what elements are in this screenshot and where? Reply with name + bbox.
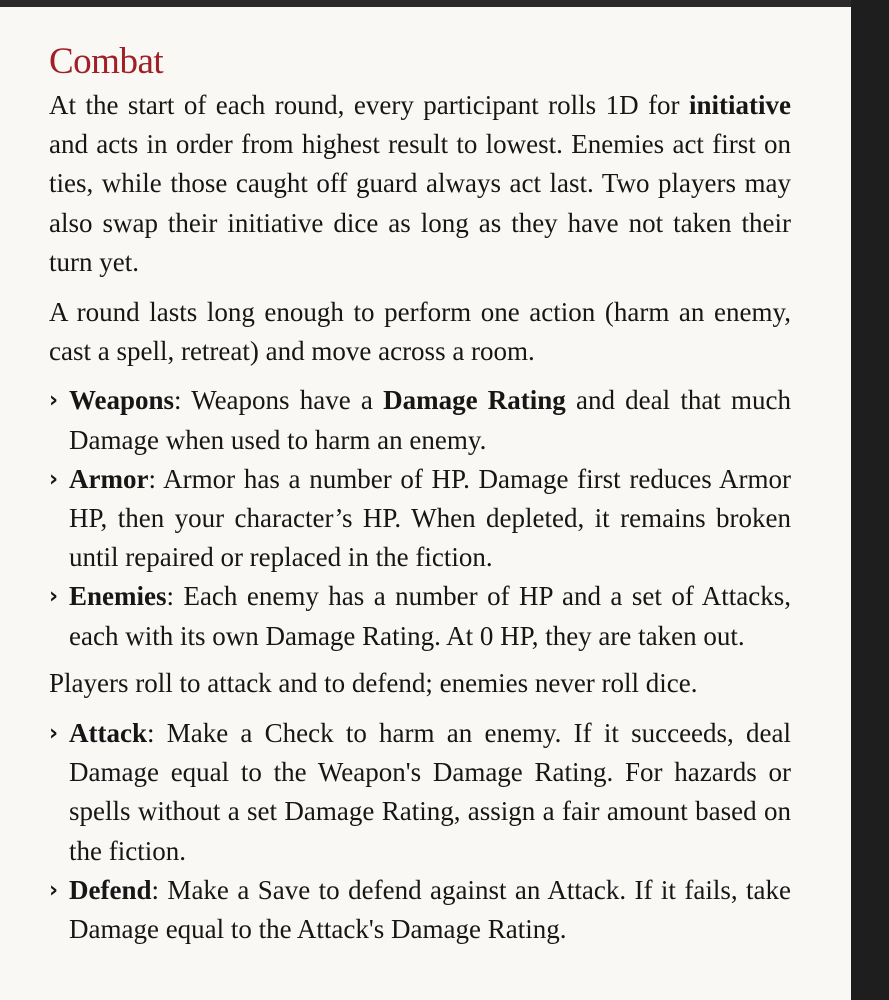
attack-text: : Make a Check to harm an enemy. If it succeeds, deal Damage equal to the Weapon's Damage Rating. For hazards or spells without a set Damage Rating, assign a fair amount based on the fiction.	[69, 718, 791, 866]
initiative-term: initiative	[689, 90, 791, 120]
document-page	[49, 40, 791, 949]
list-item-weapons	[49, 381, 791, 459]
bullet-chevron-icon: ›	[49, 388, 59, 414]
defend-text: : Make a Save to defend against an Attack. If it fails, take Damage equal to the Attack's Damage Rating.	[69, 874, 791, 945]
defend-term: Defend	[69, 874, 152, 905]
bullet-chevron-icon: ›	[49, 721, 59, 747]
attack-term: Attack	[69, 718, 147, 749]
list-item-enemies	[49, 577, 791, 655]
section-title: Combat	[49, 41, 164, 82]
intro-text-2: and acts in order from highest result to lowest. Enemies act first on ties, while those caught off guard always act last. Two players may also swap their initiative dice as long as they have not taken their turn yet.	[49, 129, 791, 277]
right-edge-bar	[851, 0, 889, 1000]
equipment-list	[49, 381, 791, 655]
weapons-term: Weapons	[69, 385, 175, 416]
list-item-defend	[49, 871, 791, 949]
bullet-chevron-icon: ›	[49, 584, 59, 610]
action-list	[49, 714, 791, 949]
armor-term: Armor	[69, 463, 149, 494]
list-item-armor	[49, 460, 791, 578]
intro-paragraph	[49, 86, 791, 282]
enemies-term: Enemies	[69, 581, 167, 612]
players-paragraph: Players roll to attack and to defend; enemies never roll dice.	[49, 667, 698, 698]
top-edge-bar	[0, 0, 889, 7]
armor-text: : Armor has a number of HP. Damage first reduces Armor HP, then your character’s HP. When depleted, it remains broken until repaired or replaced in the fiction.	[69, 463, 791, 573]
bullet-chevron-icon: ›	[49, 877, 59, 903]
round-paragraph: A round lasts long enough to perform one action (harm an enemy, cast a spell, retreat) and move across a room.	[49, 297, 791, 367]
enemies-text: : Each enemy has a number of HP and a set of Attacks, each with its own Damage Rating. At 0 HP, they are taken out.	[69, 581, 791, 651]
intro-text-1: At the start of each round, every participant rolls 1D for	[49, 90, 689, 120]
list-item-attack	[49, 714, 791, 871]
bullet-chevron-icon: ›	[49, 466, 59, 492]
damage-rating-term: Damage Rating	[383, 385, 566, 416]
weapons-text-1: : Weapons have a	[174, 385, 384, 416]
weapons-text-2: and deal that much Damage when used to harm an enemy.	[69, 385, 791, 455]
